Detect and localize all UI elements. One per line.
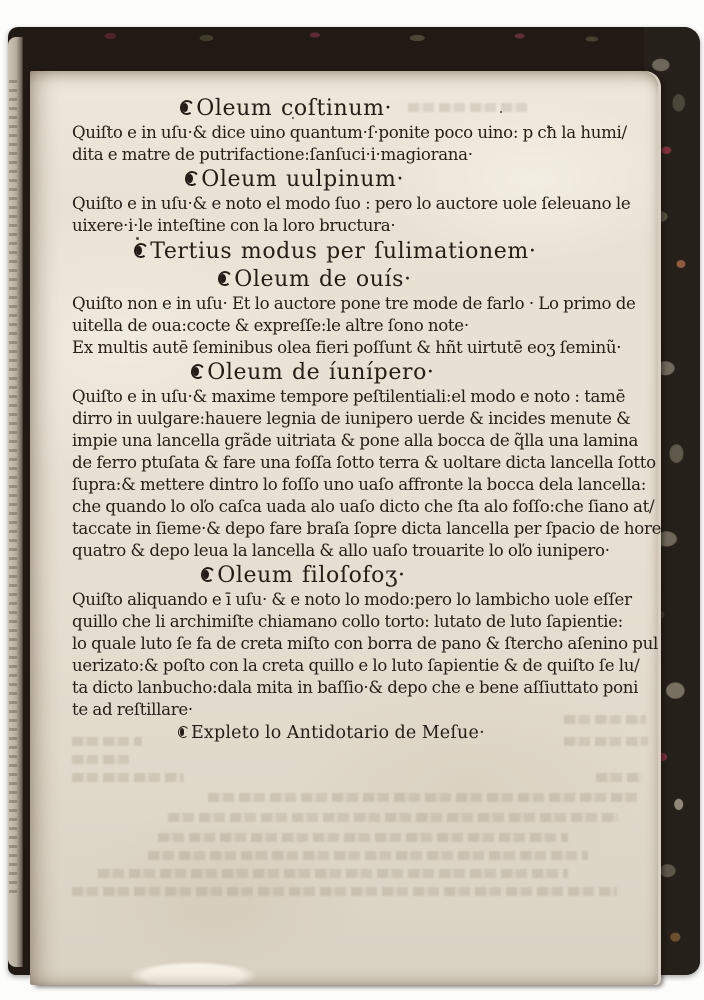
body-line: lo quale luto ſe fa de creta miſto con borra de pano & ſtercho aſenino pul	[72, 634, 659, 653]
section-heading	[72, 562, 634, 589]
neighbor-page-edge	[8, 37, 23, 967]
body-line: uitella de oua:cocte & expreſſe:le altre ſono note·	[72, 316, 469, 335]
body-line: Quiſto e in uſu·& dice uino quantum·ſ·ponite poco uino: p cħ la humi/	[72, 123, 627, 142]
show-through-line	[72, 773, 184, 782]
body-line: Quiſto non e in uſu· Et lo auctore pone tre mode de farlo · Lo primo de	[72, 294, 636, 313]
section-heading	[72, 95, 634, 122]
section-heading	[72, 166, 634, 193]
capitulum-icon	[134, 243, 148, 258]
capitulum-icon	[201, 567, 215, 582]
heading-text: Oleum coſtinum·	[196, 96, 393, 121]
body-line: quillo che li archimiſte chiamano collo torto: lutato de luto ſapientie:	[72, 612, 623, 631]
show-through-line	[98, 869, 568, 878]
body-line: de ferro ptuſata & fare una foſſa ſotto terra & uoltare dicta lancella ſotto	[72, 453, 656, 472]
show-through-line	[158, 833, 568, 842]
page	[30, 71, 662, 985]
section-heading	[72, 266, 634, 293]
heading-text: Oleum uulpinum·	[201, 167, 405, 192]
heading-text: Oleum de íunípero·	[207, 360, 435, 385]
body-line: ſupra:& mettere dintro lo foſſo uno uaſo affronte la bocca dela lancella:	[72, 475, 647, 494]
cover-top-edge	[38, 27, 640, 47]
heading-text: Oleum de ouís·	[234, 267, 412, 292]
colophon	[72, 721, 634, 745]
capitulum-icon	[178, 726, 189, 738]
show-through-line	[72, 887, 617, 896]
body-line: quatro & depo leua la lancella & allo uaſo trouarite lo oľo iunipero·	[72, 541, 610, 560]
heading-text: Oleum filoſofoʒ·	[217, 563, 406, 588]
body-line: che quando lo oľo caſca uada alo uaſo dicto che ſta alo foſſo:che ſiano at/	[72, 497, 655, 516]
capitulum-icon	[180, 100, 194, 115]
body-line: Quiſto e in uſu·& e noto el modo ſuo : pero lo auctore uole ſeleuano le	[72, 194, 631, 213]
section-heading	[72, 359, 634, 386]
body-line: Ex multis autē ſeminibus olea fieri poſſunt & hñt uirtutē eoʒ ſeminũ·	[72, 338, 622, 357]
body-line: te ad reſtillare·	[72, 700, 193, 719]
body-line: uixere·i·le inteſtine con la loro bructura·	[72, 216, 396, 235]
capitulum-icon	[218, 271, 232, 286]
heading-text: Tertius modus per ſulimationem·	[150, 239, 537, 264]
body-line: dita e matre de putrifactione:ſanſuci·i·magiorana·	[72, 145, 473, 164]
body-line: Quiſto aliquando e ī uſu· & e noto lo modo:pero lo lambicho uole eſſer	[72, 590, 632, 609]
body-line: uerizato:& poſto con la creta quillo e lo luto ſapientie & de quiſto ſe lu/	[72, 656, 640, 675]
section-heading	[72, 237, 634, 266]
capitulum-icon	[185, 171, 199, 186]
body-line: ta dicto lanbucho:dala mita in baſſio·& depo che e bene aſſiuttato poni	[72, 678, 639, 697]
page-text-block	[72, 95, 662, 745]
show-through-line	[208, 793, 638, 802]
show-through-line	[168, 813, 618, 822]
colophon-text: Expleto lo Antidotario de Meſue·	[190, 723, 485, 743]
body-line: impie una lancella grãde uitriata & pone alla bocca de q̃lla una lamina	[72, 431, 639, 450]
book-cover	[8, 27, 700, 975]
capitulum-icon	[191, 364, 205, 379]
show-through-line	[72, 755, 132, 764]
neighbor-page-text-fragments	[9, 74, 17, 892]
body-line: dirro in uulgare:hauere legnia de iunipero uerde & incides menute &	[72, 409, 631, 428]
show-through-line	[596, 773, 642, 782]
body-line: Quiſto e in uſu·& maxime tempore peſtilentiali:el modo e noto : tamē	[72, 387, 626, 406]
body-line: taccate in ſieme·& depo fare braſa ſopre dicta lancella per ſpacio de hore	[72, 519, 662, 538]
show-through-line	[148, 851, 588, 860]
